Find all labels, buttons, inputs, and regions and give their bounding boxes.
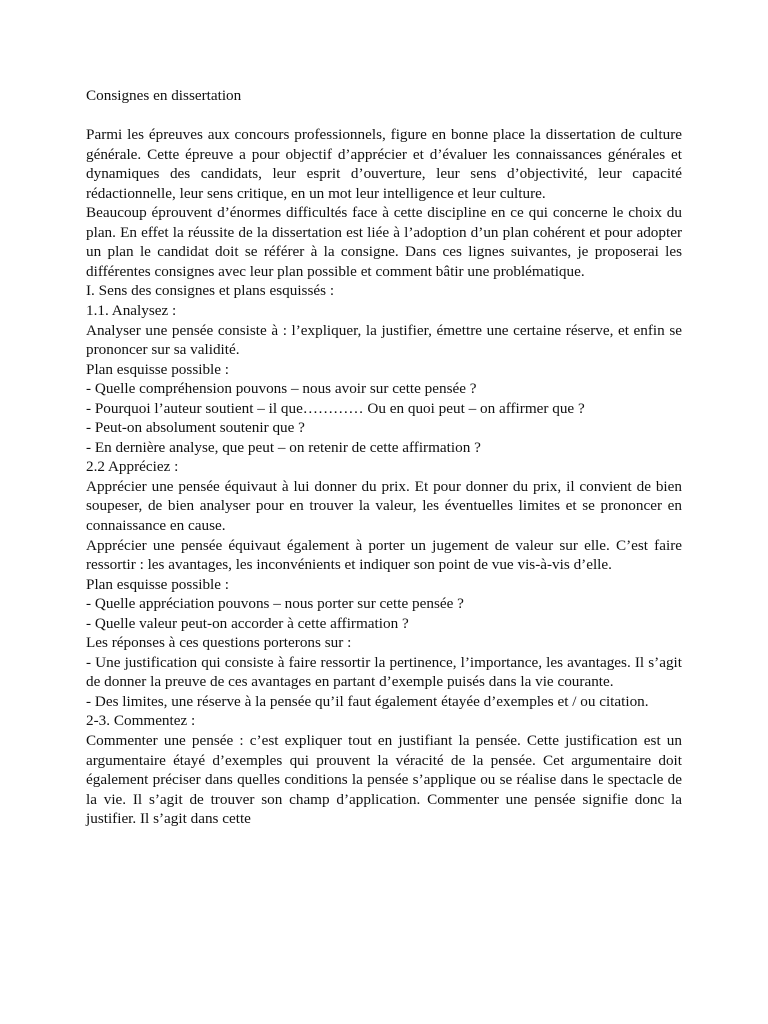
paragraph-intro: Parmi les épreuves aux concours professionnels, figure en bonne place la dissertation de culture générale. Cette épreuve a pour objectif d’apprécier et d’évaluer les connaissances générales et dynamiques des candidats, leur esprit d’ouverture, leur sens d’objectivité, leur capacité rédactionnelle, leur sens critique, en un mot leur intelligence et leur culture. [86,126,682,202]
list-item: - Quelle valeur peut-on accorder à cette affirmation ? [86,614,409,632]
subsection-heading: 2-3. Commentez : [86,712,196,730]
list-item: - Peut-on absolument soutenir que ? [86,419,305,437]
list-item: - Quelle compréhension pouvons – nous avoir sur cette pensée ? [86,380,477,398]
plan-heading: Plan esquisse possible : [86,360,230,378]
subsection-heading: 1.1. Analysez : [86,301,177,319]
paragraph-reponses: Les réponses à ces questions porterons sur : [86,634,352,652]
document-title: Consignes en dissertation [86,87,242,104]
list-item: - Des limites, une réserve à la pensée qu’il faut également étayée d’exemples et / ou citation. [86,692,649,710]
paragraph-apprecier-2: Apprécier une pensée équivaut également à porter un jugement de valeur sur elle. C’est faire ressortir : les avantages, les inconvénients et indiquer son point de vue vis-à-vis d’elle. [86,536,682,574]
list-item: - En dernière analyse, que peut – on retenir de cette affirmation ? [86,438,481,456]
plan-heading: Plan esquisse possible : [86,575,230,593]
list-item: - Pourquoi l’auteur soutient – il que………… Ou en quoi peut – on affirmer que ? [86,399,585,417]
paragraph-analyser: Analyser une pensée consiste à : l’expliquer, la justifier, émettre une certaine réserve, et enfin se prononcer sur sa validité. [86,321,682,359]
list-item: - Une justification qui consiste à faire ressortir la pertinence, l’importance, les avantages. Il s’agit de donner la preuve de ces avantages en partant d’exemple puisés dans la vie courante. [86,653,682,691]
document-page [86,86,682,829]
paragraph-difficulties: Beaucoup éprouvent d’énormes difficultés face à cette discipline en ce qui concerne le choix du plan. En effet la réussite de la dissertation est liée à l’adoption d’un plan cohérent et pour adopter un plan le candidat doit se référer à la consigne. Dans ces lignes suivantes, je proposerai les différentes consignes avec leur plan possible et comment bâtir une problématique. [86,204,682,280]
paragraph-commenter: Commenter une pensée : c’est expliquer tout en justifiant la pensée. Cette justification est un argumentaire étayé d’exemples qui prouvent la véracité de la pensée. Cet argumentaire doit également préciser dans quelles conditions la pensée s’applique ou se réalise dans le spectacle de la vie. Il s’agit de trouver son champ d’application. Commenter une pensée signifie donc la justifier. Il s’agit dans cette [86,732,682,828]
list-item: - Quelle appréciation pouvons – nous porter sur cette pensée ? [86,595,464,613]
paragraph-apprecier: Apprécier une pensée équivaut à lui donner du prix. Et pour donner du prix, il convient de bien soupeser, de bien analyser pour en trouver la valeur, les éventuelles limites et se prononcer en connaissance en cause. [86,477,682,534]
subsection-heading: 2.2 Appréciez : [86,458,179,476]
section-heading: I. Sens des consignes et plans esquissés : [86,282,335,300]
